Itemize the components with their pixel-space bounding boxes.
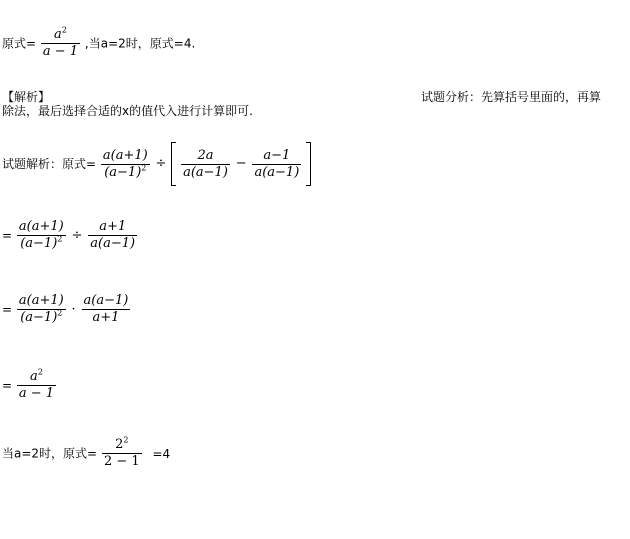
step2-equals: = [2, 228, 13, 243]
step1-minus: − [235, 156, 247, 171]
analysis-right-text: 试题分析：先算括号里面的，再算 [421, 90, 602, 104]
step2-fraction-2: $\frac{a+1}{a(a-1)}$ [90, 219, 136, 251]
solution-step-1 [2, 142, 311, 186]
step3-multiply-dot: · [71, 301, 76, 317]
analysis-continued-text: 除法，最后选择合适的x的值代入进行计算即可. [2, 104, 253, 118]
step3-fraction-2: $\frac{a(a-1)}{a+1}$ [83, 293, 129, 325]
step4-fraction: $\frac{a^2}{a - 1}$ [18, 367, 55, 401]
result-prefix: 原式= [2, 36, 37, 51]
step1-bracket-fraction-1: $\frac{2a}{a(a-1)}$ [183, 147, 228, 180]
step1-fraction-1: $\frac{a(a+1)}{(a-1)^2}$ [102, 147, 148, 180]
solution-step-2 [2, 220, 138, 251]
result-line [2, 25, 196, 59]
step3-equals: = [2, 302, 13, 317]
step1-bracket-right [306, 142, 311, 186]
step4-equals: = [2, 378, 13, 393]
solution-step-4 [2, 367, 57, 401]
solution-intro: 试题解析：原式= [2, 157, 97, 171]
step2-divide: ÷ [71, 227, 83, 243]
final-fraction: $\frac{2^2}{2 - 1}$ [103, 435, 140, 469]
result-fraction: $\frac{a^2}{a - 1}$ [42, 25, 79, 59]
step3-fraction-1: $\frac{a(a+1)}{(a-1)^2}$ [18, 293, 64, 325]
analysis-heading: 【解析】 [2, 90, 51, 104]
result-suffix: ,当a=2时，原式=4. [84, 36, 196, 51]
final-suffix: =4 [152, 446, 171, 461]
final-prefix: 当a=2时，原式= [2, 446, 98, 461]
step1-bracket-fraction-2: $\frac{a-1}{a(a-1)}$ [254, 147, 300, 180]
step2-fraction-1: $\frac{a(a+1)}{(a-1)^2}$ [18, 219, 64, 251]
step1-divide: ÷ [155, 156, 167, 171]
solution-final [2, 435, 171, 469]
step1-bracket-left [171, 142, 176, 186]
solution-step-3 [2, 294, 131, 325]
